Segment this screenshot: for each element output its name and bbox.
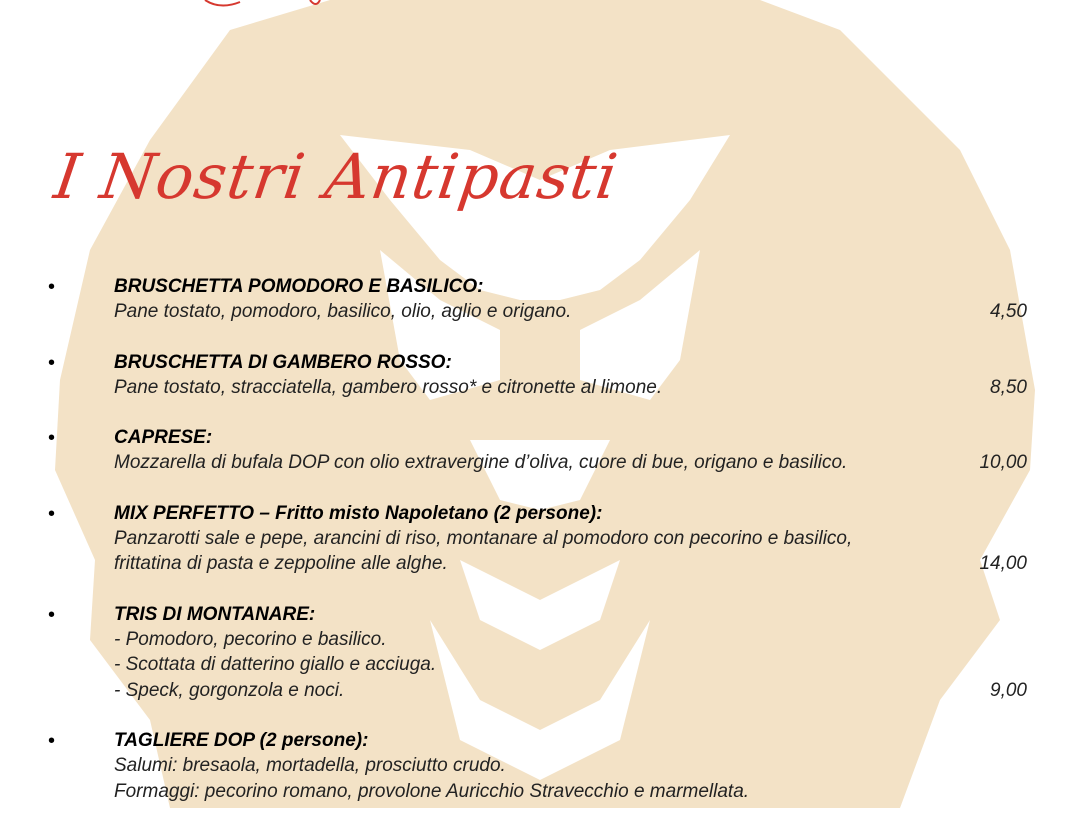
item-price: 9,00 <box>990 679 1027 701</box>
menu-item <box>0 425 1080 476</box>
item-description: Salumi: bresaola, mortadella, prosciutto crudo. <box>114 755 506 776</box>
menu-item <box>0 350 1080 401</box>
item-name: TRIS DI MONTANARE: <box>114 603 316 625</box>
menu-item <box>0 274 1080 325</box>
item-price: 8,50 <box>990 376 1027 398</box>
item-description: Panzarotti sale e pepe, arancini di riso, montanare al pomodoro con pecorino e basilico, <box>114 527 853 549</box>
item-name: BRUSCHETTA POMODORO E BASILICO: <box>114 276 484 297</box>
decorative-flourish <box>200 0 340 14</box>
bullet-icon: • <box>48 276 56 298</box>
bullet-icon: • <box>48 603 56 626</box>
page-title: I Nostri Antipasti <box>50 140 623 213</box>
item-description: - Pomodoro, pecorino e basilico. <box>114 628 387 650</box>
item-description: - Scottata di datterino giallo e acciuga. <box>114 654 437 675</box>
item-price: 14,00 <box>979 553 1027 574</box>
item-description: Formaggi: pecorino romano, provolone Auricchio Stravecchio e marmellata. <box>114 780 750 802</box>
item-name: CAPRESE: <box>114 427 213 448</box>
menu-item <box>0 602 1080 704</box>
bullet-icon: • <box>48 730 56 752</box>
item-name: BRUSCHETTA DI GAMBERO ROSSO: <box>114 351 452 373</box>
item-price: 4,50 <box>990 301 1027 322</box>
item-description: Pane tostato, pomodoro, basilico, olio, aglio e origano. <box>114 301 572 322</box>
menu-list <box>0 274 1080 829</box>
item-description: - Speck, gorgonzola e noci. <box>114 679 345 701</box>
bullet-icon: • <box>48 502 56 525</box>
item-price: 10,00 <box>979 452 1027 473</box>
menu-item <box>0 501 1080 577</box>
bullet-icon: • <box>48 427 56 449</box>
menu-item <box>0 728 1080 804</box>
item-description: frittatina di pasta e zeppoline alle alghe. <box>114 553 448 574</box>
bullet-icon: • <box>48 351 56 374</box>
item-name: TAGLIERE DOP (2 persone): <box>114 730 369 751</box>
item-description: Pane tostato, stracciatella, gambero rosso* e citronette al limone. <box>114 376 663 398</box>
item-name: MIX PERFETTO – Fritto misto Napoletano (2 persone): <box>114 502 603 524</box>
item-description: Mozzarella di bufala DOP con olio extravergine d’oliva, cuore di bue, origano e basilico. <box>114 452 848 473</box>
